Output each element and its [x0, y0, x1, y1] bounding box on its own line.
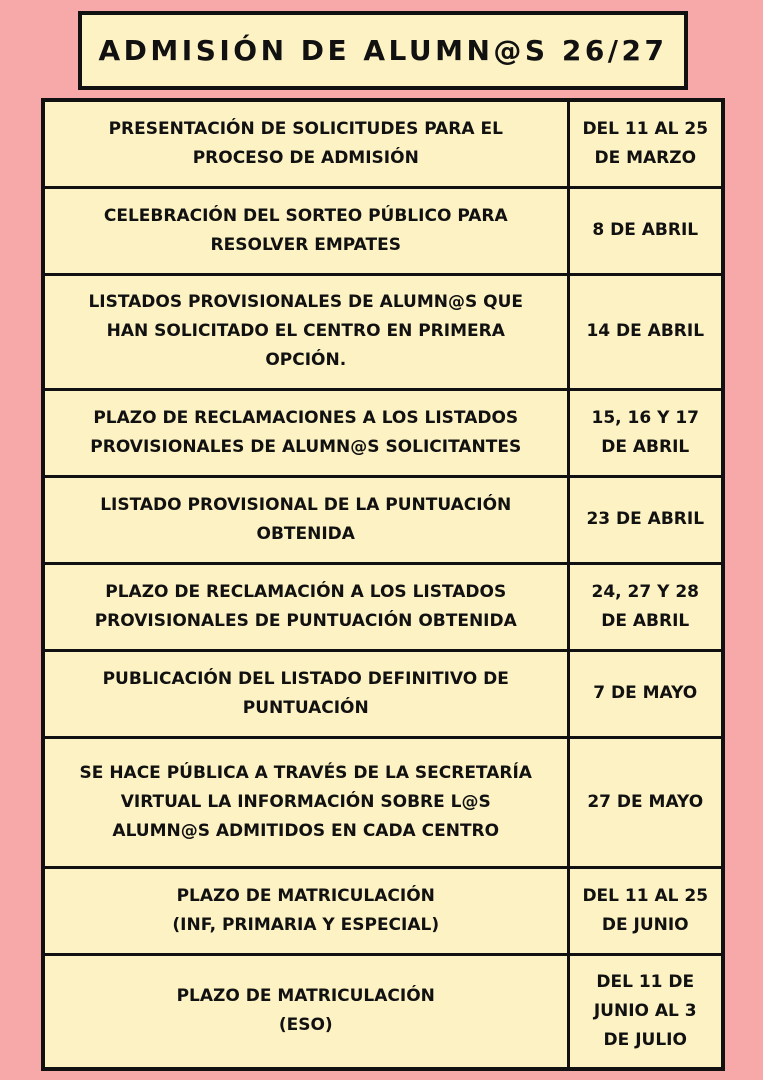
page-title: ADMISIÓN DE ALUMN@S 26/27	[98, 34, 668, 67]
table-row	[43, 187, 723, 274]
date-line: DE ABRIL	[601, 610, 690, 631]
date-line: 14 DE ABRIL	[586, 321, 705, 341]
title-box	[78, 11, 688, 90]
event-line: OPCIÓN.	[265, 350, 347, 370]
date-cell	[568, 100, 723, 187]
event-line: RESOLVER EMPATES	[210, 234, 401, 255]
event-line: SE HACE PÚBLICA A TRAVÉS DE LA SECRETARÍA	[79, 762, 532, 783]
event-line: LISTADO PROVISIONAL DE LA PUNTUACIÓN	[100, 494, 512, 515]
schedule-body	[43, 100, 723, 1069]
table-row	[43, 563, 723, 650]
event-line: (ESO)	[278, 1015, 333, 1036]
event-cell	[43, 187, 568, 274]
date-cell	[568, 187, 723, 274]
event-line: PROVISIONALES DE ALUMN@S SOLICITANTES	[90, 436, 522, 457]
table-row	[43, 650, 723, 737]
table-row	[43, 867, 723, 954]
date-line: DE ABRIL	[601, 436, 690, 457]
date-line: DE JUNIO	[601, 914, 689, 935]
date-line: DEL 11 DE	[596, 971, 695, 992]
event-cell	[43, 476, 568, 563]
event-cell	[43, 650, 568, 737]
event-line: PRESENTACIÓN DE SOLICITUDES PARA EL	[108, 118, 503, 139]
date-line: 24, 27 Y 28	[591, 581, 699, 602]
date-cell	[568, 389, 723, 476]
event-line: PLAZO DE RECLAMACIONES A LOS LISTADOS	[93, 407, 519, 428]
event-cell	[43, 389, 568, 476]
event-line: PLAZO DE RECLAMACIÓN A LOS LISTADOS	[105, 581, 507, 602]
event-cell	[43, 100, 568, 187]
event-line: PUNTUACIÓN	[242, 697, 369, 718]
date-line: 8 DE ABRIL	[592, 220, 699, 240]
event-line: (INF, PRIMARIA Y ESPECIAL)	[172, 914, 440, 935]
event-cell	[43, 737, 568, 867]
date-cell	[568, 476, 723, 563]
event-cell	[43, 563, 568, 650]
date-cell	[568, 737, 723, 867]
event-line: HAN SOLICITADO EL CENTRO EN PRIMERA	[106, 321, 505, 341]
date-line: 27 DE MAYO	[587, 791, 704, 812]
table-row	[43, 954, 723, 1069]
event-line: OBTENIDA	[256, 523, 355, 544]
table-row	[43, 100, 723, 187]
table-row	[43, 476, 723, 563]
date-line: 23 DE ABRIL	[586, 509, 705, 529]
table-row	[43, 274, 723, 389]
event-line: PLAZO DE MATRICULACIÓN	[176, 986, 435, 1007]
event-line: CELEBRACIÓN DEL SORTEO PÚBLICO PARA	[103, 205, 508, 226]
event-line: PUBLICACIÓN DEL LISTADO DEFINITIVO DE	[102, 668, 509, 689]
date-cell	[568, 563, 723, 650]
event-line: PROVISIONALES DE PUNTUACIÓN OBTENIDA	[94, 610, 517, 631]
event-line: VIRTUAL LA INFORMACIÓN SOBRE L@S	[120, 791, 491, 812]
date-line: DE MARZO	[594, 147, 697, 168]
date-line: DEL 11 AL 25	[582, 885, 709, 906]
event-line: PLAZO DE MATRICULACIÓN	[176, 885, 435, 906]
date-line: DE JULIO	[603, 1029, 687, 1050]
event-cell	[43, 867, 568, 954]
table-row	[43, 737, 723, 867]
date-line: 7 DE MAYO	[593, 683, 698, 703]
date-cell	[568, 274, 723, 389]
date-line: JUNIO AL 3	[593, 1000, 697, 1021]
date-cell	[568, 954, 723, 1069]
date-cell	[568, 650, 723, 737]
date-line: DEL 11 AL 25	[582, 118, 709, 139]
date-cell	[568, 867, 723, 954]
date-line: 15, 16 Y 17	[591, 407, 699, 428]
table-row	[43, 389, 723, 476]
event-line: ALUMN@S ADMITIDOS EN CADA CENTRO	[112, 820, 500, 841]
event-cell	[43, 954, 568, 1069]
event-line: PROCESO DE ADMISIÓN	[192, 147, 419, 168]
admission-schedule-table	[41, 98, 725, 1071]
event-cell	[43, 274, 568, 389]
event-line: LISTADOS PROVISIONALES DE ALUMN@S QUE	[88, 292, 524, 312]
